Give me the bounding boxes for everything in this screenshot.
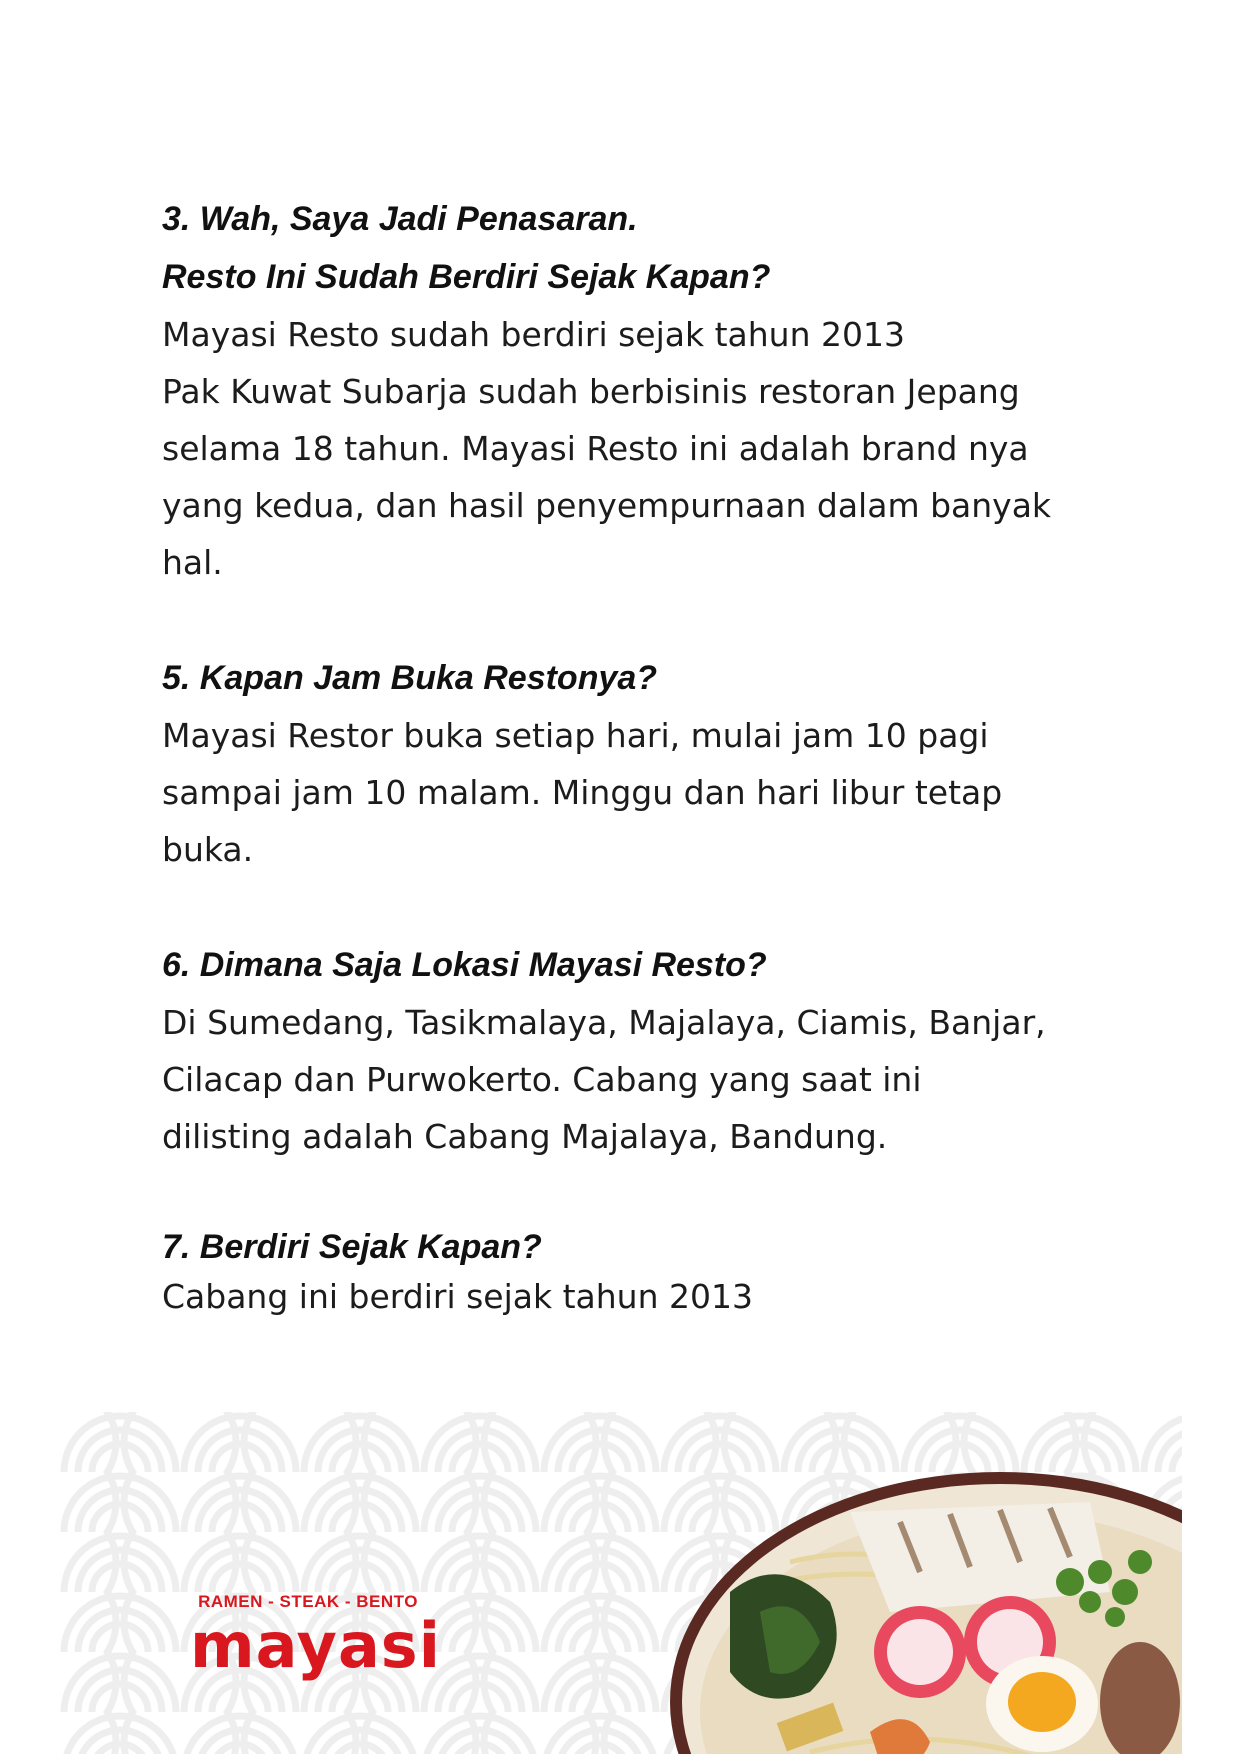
faq-question-line: 6. Dimana Saja Lokasi Mayasi Resto? <box>162 946 767 984</box>
faq-item-7 <box>162 1223 1102 1323</box>
ramen-bowl-photo <box>670 1452 1182 1754</box>
faq-answer-line: Cilacap dan Purwokerto. Cabang yang saat ini <box>162 1060 922 1099</box>
faq-answer-line: selama 18 tahun. Mayasi Resto ini adalah brand nya <box>162 429 1029 468</box>
logo-brand: mayasi <box>190 1609 441 1682</box>
faq-answer-line: Mayasi Resto sudah berdiri sejak tahun 2013 <box>162 315 905 354</box>
faq-item-6 <box>162 936 1102 1165</box>
faq-question-line: 3. Wah, Saya Jadi Penasaran. <box>162 200 638 238</box>
faq-answer-line: Mayasi Restor buka setiap hari, mulai jam 10 pagi <box>162 716 989 755</box>
faq-answer-line: dilisting adalah Cabang Majalaya, Bandung. <box>162 1117 888 1156</box>
faq-question-line: 7. Berdiri Sejak Kapan? <box>162 1228 542 1266</box>
faq-answer-line: yang kedua, dan hasil penyempurnaan dalam banyak <box>162 486 1052 525</box>
faq-answer-line: Pak Kuwat Subarja sudah berbisinis restoran Jepang <box>162 372 1020 411</box>
footer-banner <box>60 1412 1182 1754</box>
mayasi-logo <box>190 1592 441 1682</box>
faq-question-line: Resto Ini Sudah Berdiri Sejak Kapan? <box>162 258 771 296</box>
faq-item-5 <box>162 649 1102 878</box>
logo-tagline: RAMEN - STEAK - BENTO <box>198 1592 418 1611</box>
faq-item-3 <box>162 190 1102 591</box>
faq-content <box>162 190 1102 1323</box>
faq-question-line: 5. Kapan Jam Buka Restonya? <box>162 659 658 697</box>
faq-answer-line: hal. <box>162 543 223 582</box>
faq-answer-line: Cabang ini berdiri sejak tahun 2013 <box>162 1277 753 1316</box>
faq-answer-line: buka. <box>162 830 254 869</box>
faq-answer-line: Di Sumedang, Tasikmalaya, Majalaya, Ciamis, Banjar, <box>162 1003 1046 1042</box>
faq-answer-line: sampai jam 10 malam. Minggu dan hari libur tetap <box>162 773 1003 812</box>
